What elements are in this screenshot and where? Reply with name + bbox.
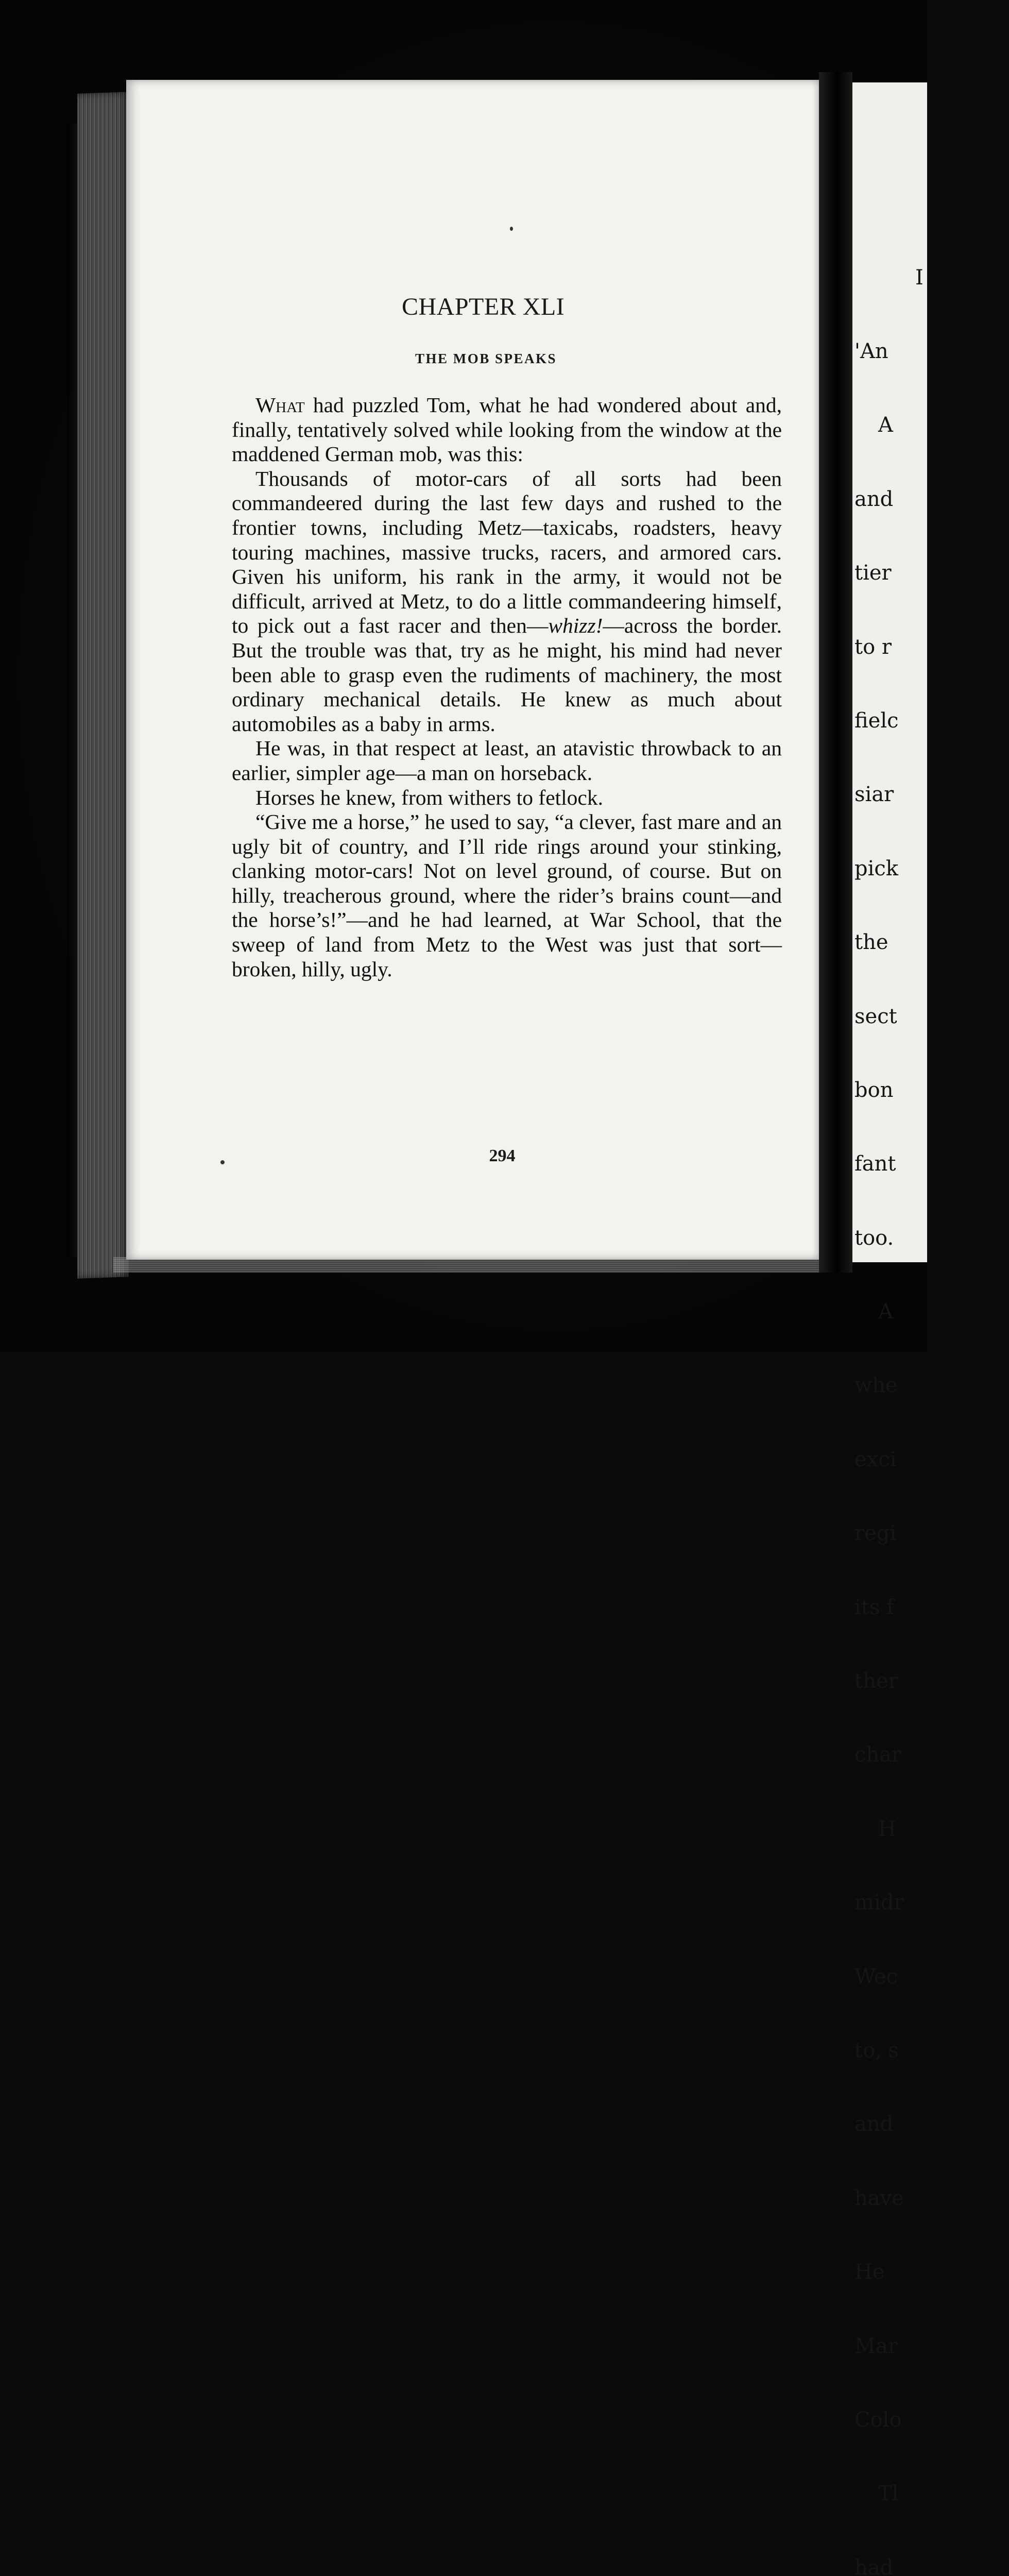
facing-line: I [915,265,924,290]
facing-line: and [854,2112,894,2137]
facing-line: fant [854,1152,896,1176]
paragraph [232,393,782,467]
facing-line: 'An [854,339,888,363]
facing-line: and [854,487,894,511]
facing-line: ther [854,1669,898,1693]
paragraph [232,786,782,810]
paragraph [232,736,782,785]
facing-line: tier [854,561,892,585]
facing-line: to r [854,635,892,659]
book-gutter [819,72,852,1273]
facing-line: exci [854,1447,897,1471]
chapter-title: CHAPTER XLI [402,293,565,320]
facing-line: Wec [854,1964,898,1989]
paragraph-text: Thousands of motor-cars of all sorts had been commandeered during the last few days and rushed to the frontier towns, including Metz—taxicabs, roadsters, heavy touring machines, massive trucks, racers, and armored cars. Given his uniform, his rank in the army, it would not be difficult, arrived at Metz, to do a little commandeering himself, to pick out a fast racer and then— [232,466,782,638]
facing-line: A [878,1300,893,1324]
scan-speck [510,227,513,231]
chapter-body [232,393,782,981]
facing-line: H [878,1817,896,1841]
chapter-subtitle: THE MOB SPEAKS [415,351,557,366]
right-page [852,82,927,2576]
page-edges [77,92,129,1278]
lead-word: What [255,393,305,417]
page-number: 294 [489,1146,516,1165]
scan-speck [220,1160,225,1164]
facing-line: Mar [854,2334,898,2358]
paragraph-text: He was, in that respect at least, an atavistic throwback to an earlier, simpler age—a man on horseback. [232,736,782,785]
facing-line: the [854,930,888,955]
facing-line: pick [854,856,899,880]
facing-line: midr [854,1891,904,1915]
paragraph [232,810,782,981]
facing-line: fielc [854,708,899,733]
facing-line: have [854,2186,904,2210]
facing-line: Tl [878,2482,899,2506]
paragraph-text: had puzzled Tom, what he had wondered about and, finally, tentatively solved while looking from the window at the maddened German mob, was this: [232,393,782,466]
paragraph-text: —across the border. But the trouble was that, try as he might, his mind had never been able to grasp even the rudiments of machinery, the most ordinary mechanical details. He knew as much about automobiles as a baby in arms. [232,614,782,736]
facing-line: whe [854,1374,898,1398]
paragraph-text: Horses he knew, from withers to fetlock. [255,785,603,809]
facing-page-text [854,216,1009,2576]
facing-line: its f [854,1595,894,1619]
emphasis-text: whizz! [548,614,603,638]
facing-line: siar [854,783,894,807]
facing-line: char [854,1743,902,1767]
facing-line: Colo [854,2408,902,2432]
facing-line: to, s [854,2038,899,2062]
facing-line: He [854,2260,885,2284]
facing-line: too. [854,1226,894,1250]
paragraph-text: “Give me a horse,” he used to say, “a clever, fast mare and an ugly bit of country, and I’ll ride rings around your stinking, clanking motor-cars! Not on level ground, of course. But on hilly, treacherous ground, where the rider’s brains count—and the horse’s!”—and he had learned, at War School, that the sweep of land from Metz to the West was just that sort—broken, hilly, ugly. [232,810,782,981]
facing-line: regi [854,1521,897,1546]
facing-line: had [854,2555,894,2576]
facing-line: bon [854,1078,894,1102]
paragraph [232,467,782,737]
facing-line: sect [854,1004,897,1028]
facing-line: A [878,413,893,437]
